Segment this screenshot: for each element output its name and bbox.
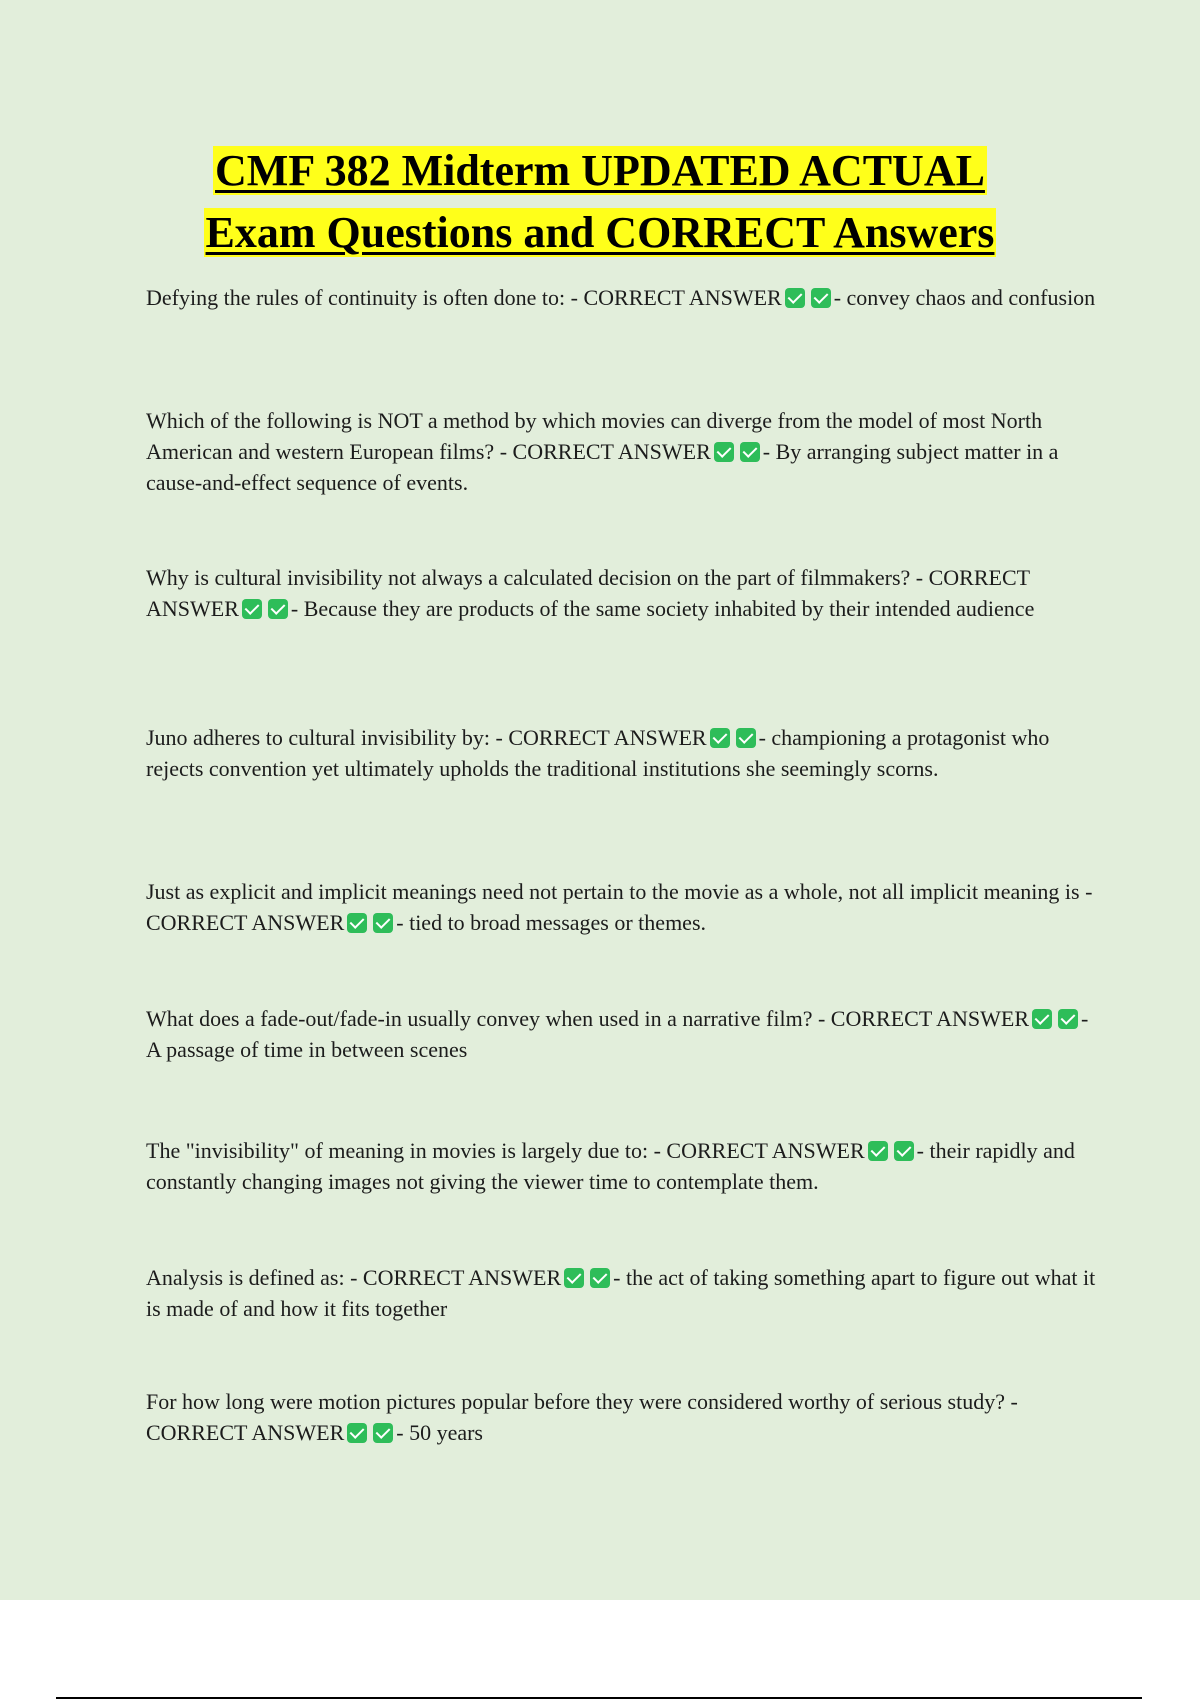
check-icon (268, 599, 288, 619)
qa-item (146, 1003, 1096, 1065)
question-text: Analysis is defined as: (146, 1265, 345, 1290)
answer-text: - the act of taking something apart to figure out what it is made of and how it fits together (146, 1265, 1096, 1321)
question-text: The "invisibility" of meaning in movies is largely due to: (146, 1138, 649, 1163)
qa-item (146, 405, 1096, 498)
check-icon (373, 1423, 393, 1443)
question-text: Just as explicit and implicit meanings need not pertain to the movie as a whole, not all implicit meaning is (146, 879, 1080, 904)
question-text: Juno adheres to cultural invisibility by: (146, 725, 491, 750)
qa-item (146, 282, 1096, 313)
qa-item (146, 876, 1096, 938)
answer-marker: - CORRECT ANSWER (146, 1389, 1018, 1445)
answer-marker: - CORRECT ANSWER (146, 879, 1093, 935)
question-text: Defying the rules of continuity is often done to: (146, 285, 566, 310)
check-icon (714, 442, 734, 462)
answer-text: - By arranging subject matter in a cause-and-effect sequence of events. (146, 439, 1059, 495)
answer-marker: - CORRECT ANSWER (146, 565, 1030, 621)
answer-marker: - CORRECT ANSWER (653, 1138, 865, 1163)
qa-item (146, 722, 1096, 784)
check-icon (1032, 1009, 1052, 1029)
qa-item (146, 1262, 1096, 1324)
check-icon (740, 442, 760, 462)
check-icon (242, 599, 262, 619)
footer-rule (56, 1697, 1142, 1699)
check-icon (785, 288, 805, 308)
check-icon (894, 1141, 914, 1161)
qa-item (146, 1386, 1096, 1448)
check-icon (347, 913, 367, 933)
check-icon (564, 1268, 584, 1288)
answer-marker: - CORRECT ANSWER (350, 1265, 562, 1290)
question-text: For how long were motion pictures popular before they were considered worthy of serious study? (146, 1389, 1005, 1414)
answer-text: - tied to broad messages or themes. (396, 910, 707, 935)
qa-item (146, 1135, 1096, 1197)
question-text: Which of the following is NOT a method by which movies can diverge from the model of most North American and western European films? (146, 408, 1043, 464)
answer-text: - their rapidly and constantly changing images not giving the viewer time to contemplate them. (146, 1138, 1075, 1194)
title-line-1: CMF 382 Midterm UPDATED ACTUAL (215, 146, 985, 195)
answer-marker: - CORRECT ANSWER (495, 725, 707, 750)
title-line-2: Exam Questions and CORRECT Answers (205, 208, 995, 257)
document-title (0, 140, 1200, 264)
check-icon (710, 728, 730, 748)
question-text: What does a fade-out/fade-in usually convey when used in a narrative film? (146, 1006, 813, 1031)
answer-text: - Because they are products of the same society inhabited by their intended audience (290, 596, 1035, 621)
answer-text: - championing a protagonist who rejects convention yet ultimately upholds the traditional institutions she seemingly scorns. (146, 725, 1050, 781)
check-icon (347, 1423, 367, 1443)
check-icon (868, 1141, 888, 1161)
answer-marker: - CORRECT ANSWER (817, 1006, 1030, 1031)
answer-marker: - CORRECT ANSWER (499, 439, 711, 464)
answer-text: - convey chaos and confusion (833, 285, 1096, 310)
check-icon (811, 288, 831, 308)
answer-text: - 50 years (396, 1420, 483, 1445)
answer-text: - A passage of time in between scenes (146, 1006, 1089, 1062)
check-icon (1058, 1009, 1078, 1029)
check-icon (736, 728, 756, 748)
answer-marker: - CORRECT ANSWER (570, 285, 782, 310)
qa-item (146, 562, 1096, 624)
question-text: Why is cultural invisibility not always a calculated decision on the part of filmmakers? (146, 565, 911, 590)
check-icon (373, 913, 393, 933)
check-icon (590, 1268, 610, 1288)
